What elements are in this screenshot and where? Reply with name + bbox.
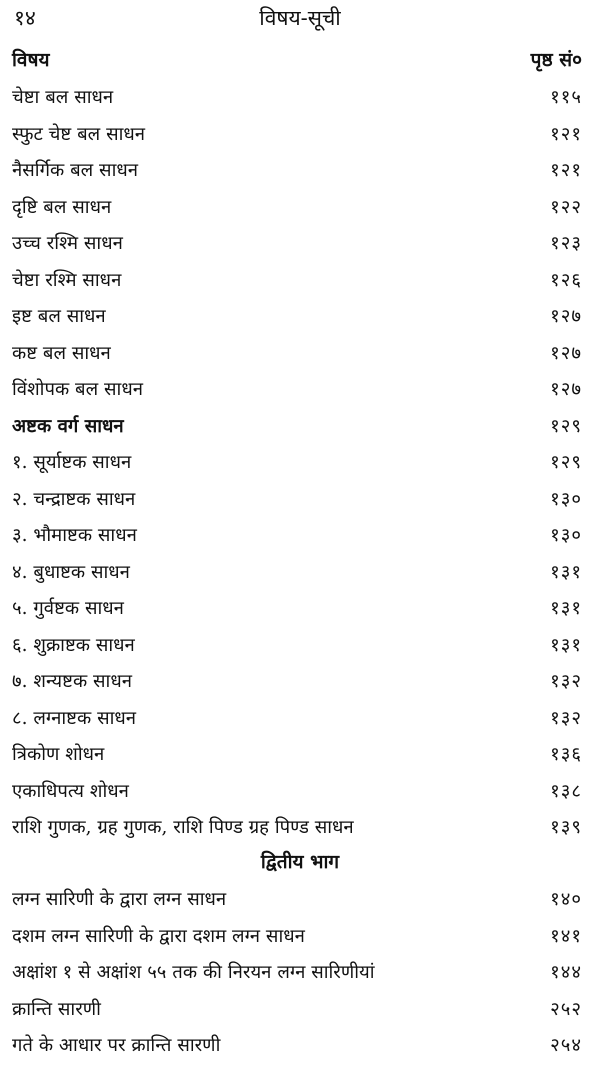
toc-entry: [12, 372, 582, 409]
toc-entry-title: दशम लग्न सारिणी के द्वारा दशम लग्न साधन: [12, 925, 305, 947]
toc-entry-page: १३९: [550, 817, 582, 838]
toc-entry-title: स्फुट चेष्ट बल साधन: [12, 123, 146, 145]
toc-entry-title: ५. गुर्वष्टक साधन: [12, 598, 124, 619]
toc-entry: [12, 919, 582, 956]
toc-entry-page: १२३: [550, 233, 582, 254]
toc-entry: [12, 482, 582, 519]
toc-entry-title: अष्टक वर्ग साधन: [12, 415, 124, 437]
toc-entry-title: क्रान्ति सारणी: [12, 998, 101, 1020]
toc-entry: [12, 518, 582, 555]
toc-entry: [12, 628, 582, 665]
toc-entry-title: एकाधिपत्य शोधन: [12, 780, 129, 802]
toc-entry-page: १३०: [550, 525, 582, 546]
toc-entry-page: १३१: [550, 561, 582, 583]
page-header: [14, 4, 586, 34]
toc-list-part-2: [12, 882, 582, 1065]
toc-entry-title: चेष्टा रश्मि साधन: [12, 269, 122, 291]
toc-entry: [12, 1028, 582, 1065]
toc-entry-page: १२७: [550, 306, 582, 327]
toc-entry-title: दृष्टि बल साधन: [12, 196, 112, 218]
toc-entry: [12, 153, 582, 190]
toc-entry: [12, 664, 582, 701]
toc-entry-title: ८. लग्नाष्टक साधन: [12, 707, 137, 729]
toc-entry-title: १. सूर्याष्टक साधन: [12, 452, 132, 473]
toc-entry-title: गते के आधार पर क्रान्ति सारणी: [12, 1035, 221, 1056]
toc-entry: [12, 992, 582, 1029]
toc-entry: [12, 555, 582, 592]
toc-entry-page: १३६: [550, 744, 582, 765]
toc-entry-title: उच्च रश्मि साधन: [12, 233, 123, 254]
toc-entry-page: १३२: [550, 707, 582, 729]
toc-entry: [12, 591, 582, 628]
page-number: १४: [14, 6, 36, 30]
toc-entry-page: १३१: [550, 634, 582, 656]
page-column-header: पृष्ठ सं०: [530, 49, 582, 71]
toc-entry-page: १३८: [550, 780, 582, 802]
toc-entry: [12, 117, 582, 154]
toc-entry: [12, 409, 582, 446]
toc-entry-title: ३. भौमाष्टक साधन: [12, 525, 137, 546]
toc-list: [12, 80, 582, 847]
toc-entry-title: ६. शुक्राष्टक साधन: [12, 634, 135, 656]
toc-entry-title: ७. शन्यष्टक साधन: [12, 671, 132, 692]
toc-entry-page: १२९: [550, 415, 582, 437]
toc-entry-page: २५२: [550, 998, 582, 1020]
toc-entry-title: लग्न सारिणी के द्वारा लग्न साधन: [12, 889, 227, 910]
column-headers: [12, 46, 582, 76]
toc-entry-title: राशि गुणक, ग्रह गुणक, राशि पिण्ड ग्रह पिण्ड साधन: [12, 817, 354, 838]
toc-entry: [12, 80, 582, 117]
toc-entry-page: १३२: [550, 671, 582, 692]
toc-entry-title: अक्षांश १ से अक्षांश ५५ तक की निरयन लग्न सारिणीयां: [12, 962, 375, 983]
toc-entry-page: १२६: [550, 269, 582, 291]
toc-entry-page: १३१: [550, 598, 582, 619]
toc-entry-title: त्रिकोण शोधन: [12, 744, 105, 765]
toc-entry: [12, 810, 582, 847]
toc-entry-page: १२१: [550, 123, 582, 145]
toc-entry-title: चेष्टा बल साधन: [12, 87, 114, 108]
subject-column-header: विषय: [12, 49, 50, 71]
toc-entry-page: ११५: [550, 87, 582, 108]
toc-entry-title: विंशोपक बल साधन: [12, 379, 143, 400]
toc-entry-page: १२७: [550, 379, 582, 400]
toc-entry-page: १२२: [550, 196, 582, 218]
toc-entry-title: इष्ट बल साधन: [12, 306, 106, 327]
toc-entry: [12, 955, 582, 992]
toc-entry-page: १४४: [550, 962, 582, 983]
toc-entry-page: १२१: [550, 160, 582, 181]
toc-entry: [12, 445, 582, 482]
toc-entry: [12, 299, 582, 336]
toc-entry: [12, 226, 582, 263]
toc-entry: [12, 336, 582, 373]
toc-entry: [12, 774, 582, 811]
running-title: विषय-सूची: [259, 6, 341, 30]
toc-entry-page: १३०: [550, 488, 582, 510]
toc-entry: [12, 190, 582, 227]
toc-entry: [12, 737, 582, 774]
toc-entry: [12, 263, 582, 300]
toc-entry-title: कष्ट बल साधन: [12, 342, 111, 364]
toc-entry-page: १२९: [550, 452, 582, 473]
toc-entry-page: १२७: [550, 342, 582, 364]
toc-entry: [12, 701, 582, 738]
toc-entry-title: २. चन्द्राष्टक साधन: [12, 488, 136, 510]
toc-entry: [12, 882, 582, 919]
toc-entry-title: ४. बुधाष्टक साधन: [12, 561, 130, 583]
toc-entry-page: १४०: [550, 889, 582, 910]
toc-entry-page: १४१: [550, 925, 582, 947]
section-heading: द्वितीय भाग: [260, 851, 340, 873]
toc-entry-page: २५४: [550, 1035, 582, 1056]
toc-entry-title: नैसर्गिक बल साधन: [12, 160, 138, 181]
